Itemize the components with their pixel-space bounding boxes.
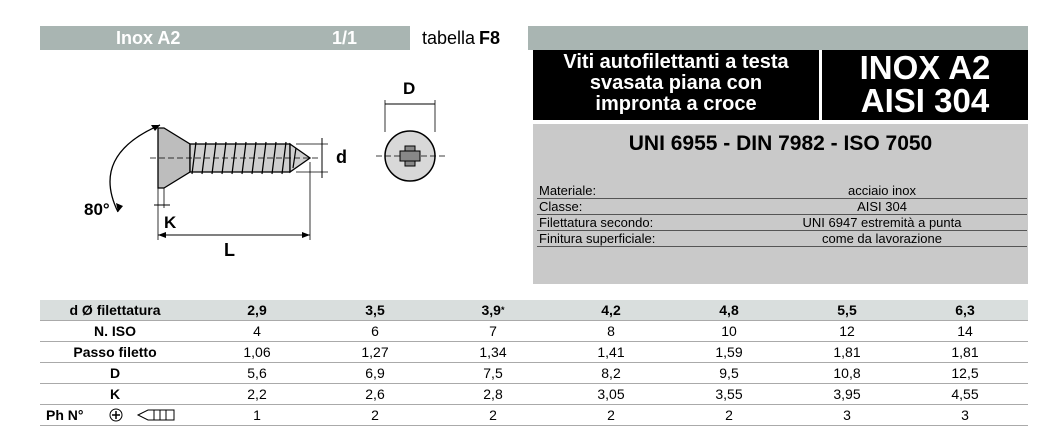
table-cell: 2	[489, 407, 497, 423]
table-cell: 2	[607, 407, 615, 423]
big-d-label: D	[403, 79, 416, 98]
table-cell: 10	[721, 323, 737, 339]
dimension-table	[40, 300, 1028, 426]
grade-line: AISI 304	[860, 82, 990, 119]
table-cell: 10,8	[833, 365, 861, 381]
property-key: Classe:	[539, 199, 583, 214]
table-row	[40, 342, 1028, 363]
l-label: L	[224, 240, 235, 260]
angle-label: 80°	[84, 200, 110, 219]
arrowhead	[302, 232, 310, 238]
table-cell: 6,9	[365, 365, 385, 381]
material-tag: Inox A2	[116, 28, 181, 48]
table-cell: 1,34	[479, 344, 507, 360]
table-cell: 4	[253, 323, 261, 339]
page-indicator: 1/1	[332, 28, 358, 48]
property-value: AISI 304	[857, 199, 907, 214]
table-cell: 6,3	[955, 302, 975, 318]
row-label: N. ISO	[93, 323, 136, 339]
property-row	[537, 183, 1027, 199]
table-cell: 1,06	[243, 344, 271, 360]
table-cell: 1,41	[597, 344, 625, 360]
properties-list	[537, 183, 1027, 247]
product-grade	[825, 51, 1025, 117]
table-code: F8	[479, 28, 501, 48]
table-row	[40, 321, 1028, 342]
description-line: impronta a croce	[595, 93, 757, 115]
title-separator	[819, 50, 822, 120]
property-key: Filettatura secondo:	[539, 215, 654, 230]
table-cell: 2,2	[247, 386, 267, 402]
phillips-drive-icon	[108, 407, 188, 423]
table-cell: 8,2	[601, 365, 621, 381]
table-label: tabella	[422, 28, 476, 48]
table-cell: 14	[957, 323, 973, 339]
row-label: Passo filetto	[73, 344, 157, 360]
table-cell: 8	[607, 323, 615, 339]
table-cell: 6	[371, 323, 379, 339]
cross-recess	[400, 151, 420, 161]
table-cell: 3,05	[597, 386, 625, 402]
table-cell: 4,55	[951, 386, 979, 402]
table-row	[40, 405, 1028, 426]
table-cell: 3,95	[833, 386, 861, 402]
table-cell: 12	[839, 323, 855, 339]
table-cell: 3	[843, 407, 851, 423]
table-cell: 3,5	[365, 302, 385, 318]
table-cell: 2,6	[365, 386, 385, 402]
standards-line: UNI 6955 - DIN 7982 - ISO 7050	[628, 132, 933, 155]
row-label: d Ø filettatura	[69, 302, 161, 318]
table-cell: 2	[371, 407, 379, 423]
table-cell: 4,2	[601, 302, 621, 318]
table-cell: 3,55	[715, 386, 743, 402]
footnote-marker: *	[500, 305, 505, 315]
header-bar	[40, 26, 1028, 50]
product-description	[533, 52, 819, 115]
table-cell: 5,6	[247, 365, 267, 381]
arrowhead	[158, 232, 166, 238]
property-key: Materiale:	[539, 183, 597, 198]
small-d-label: d	[336, 147, 347, 167]
info-panel	[533, 124, 1028, 284]
table-cell: 5,5	[837, 302, 857, 318]
table-cell: 1	[253, 407, 261, 423]
table-cell: 3	[961, 407, 969, 423]
property-row	[537, 215, 1027, 231]
table-cell: 1,81	[951, 344, 979, 360]
table-cell: 7	[489, 323, 497, 339]
property-row	[537, 231, 1027, 247]
table-row	[40, 384, 1028, 405]
table-cell: 2	[725, 407, 733, 423]
title-box	[533, 50, 1028, 120]
property-row	[537, 199, 1027, 215]
table-cell	[434, 300, 552, 320]
table-cell: 1,27	[361, 344, 389, 360]
row-label: K	[109, 386, 121, 402]
property-value: come da lavorazione	[822, 231, 942, 246]
description-line: svasata piana con	[589, 72, 763, 94]
table-row	[40, 300, 1028, 321]
k-label: K	[164, 213, 177, 232]
property-value: UNI 6947 estremità a punta	[802, 215, 962, 230]
row-label: Ph N°	[46, 407, 84, 423]
property-key: Finitura superficiale:	[539, 231, 656, 246]
table-cell: 1,81	[833, 344, 861, 360]
row-label: D	[109, 365, 121, 381]
table-cell: 9,5	[719, 365, 739, 381]
screw-drawing	[60, 70, 480, 270]
description-line: Viti autofilettanti a testa	[563, 51, 789, 73]
table-cell: 2,9	[247, 302, 267, 318]
angle-arc	[110, 125, 160, 212]
grade-line: INOX A2	[859, 49, 991, 86]
property-value: acciaio inox	[848, 183, 916, 198]
table-cell: 2,8	[483, 386, 503, 402]
table-label-box	[410, 26, 528, 50]
table-cell: 7,5	[483, 365, 503, 381]
cell-value: 3,9	[481, 302, 501, 318]
table-cell: 4,8	[719, 302, 739, 318]
table-row	[40, 363, 1028, 384]
table-cell: 1,59	[715, 344, 743, 360]
table-cell: 12,5	[951, 365, 979, 381]
